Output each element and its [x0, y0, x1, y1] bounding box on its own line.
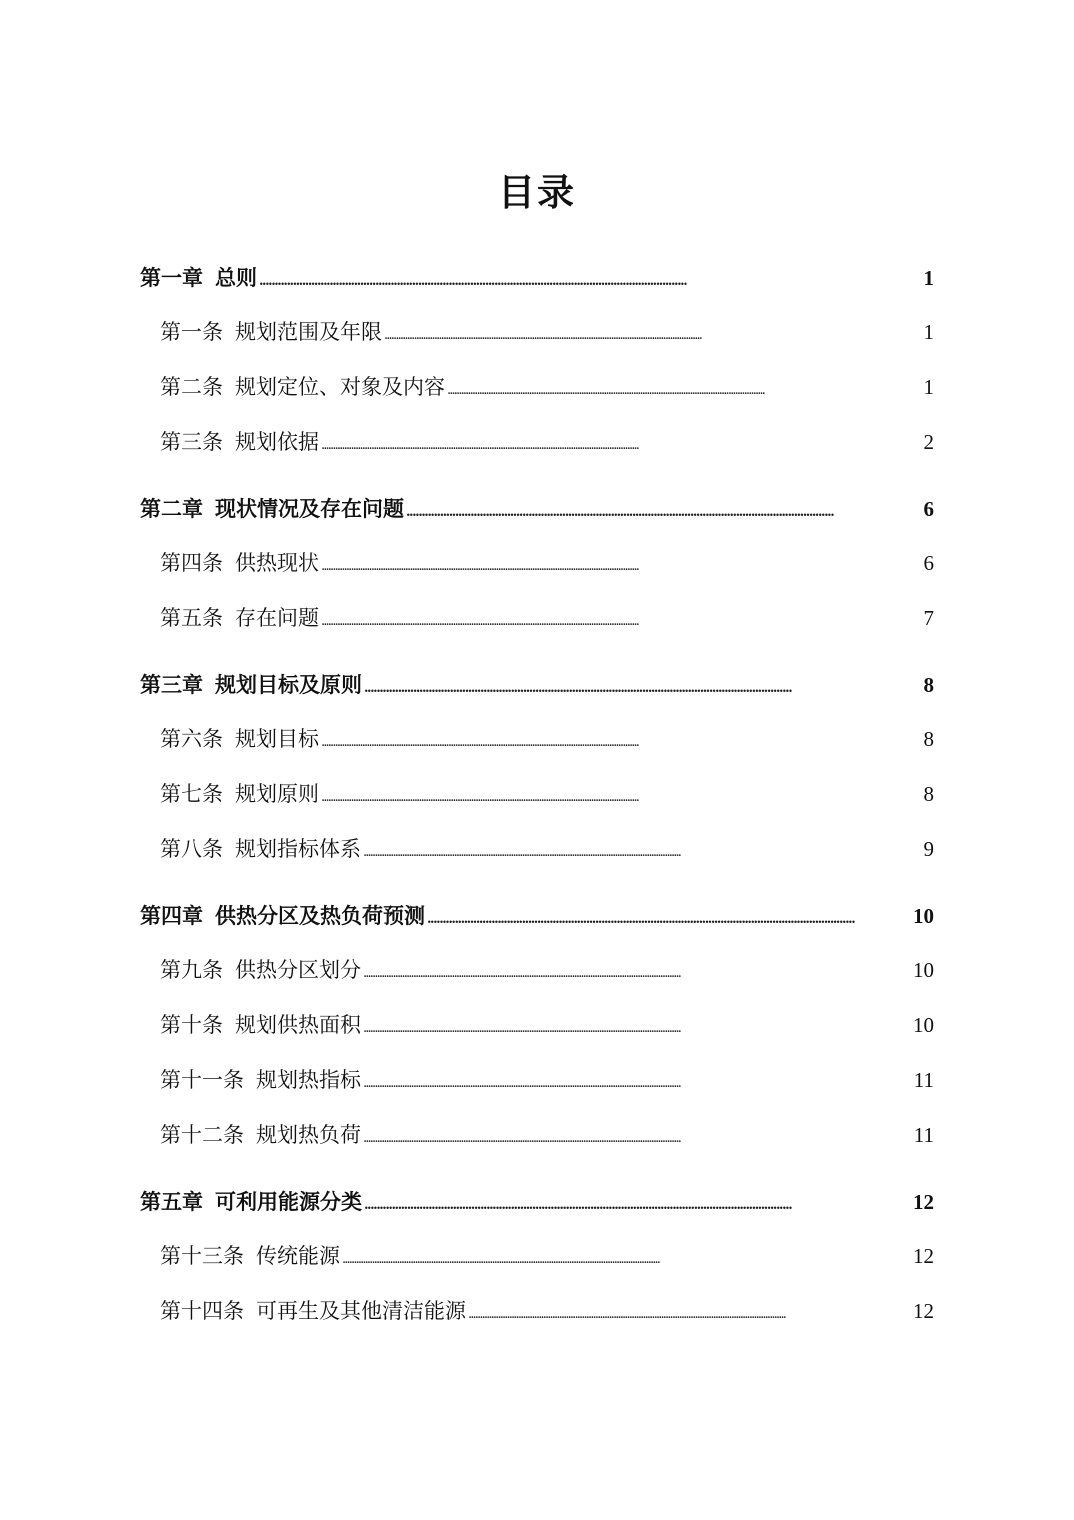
- page-number: 8: [923, 727, 934, 751]
- section-number: 第一条: [160, 320, 223, 344]
- page-number: 1: [923, 266, 934, 290]
- section-number: 第九条: [160, 958, 223, 982]
- section-title: 规划指标体系: [235, 837, 361, 861]
- section-number: 第十四条: [160, 1299, 244, 1323]
- dot-leader: [406, 481, 922, 536]
- chapter-number: 第五章: [140, 1189, 203, 1214]
- dot-leader: [363, 1053, 912, 1108]
- chapter-title: 供热分区及热负荷预测: [215, 903, 425, 928]
- toc-section-entry[interactable]: [140, 767, 934, 822]
- chapter-number: 第二章: [140, 496, 203, 521]
- toc-section-entry[interactable]: [140, 943, 934, 998]
- dot-leader: [363, 1108, 912, 1163]
- section-number: 第七条: [160, 782, 223, 806]
- section-title: 存在问题: [235, 606, 319, 630]
- page-number: 6: [923, 551, 934, 575]
- toc-chapter-entry[interactable]: [140, 250, 934, 305]
- section-title: 规划依据: [235, 430, 319, 454]
- page-number: 11: [913, 1068, 934, 1092]
- page-number: 6: [923, 497, 934, 521]
- toc-section-entry[interactable]: [140, 712, 934, 767]
- dot-leader: [364, 1174, 911, 1229]
- section-title: 规划目标: [235, 727, 319, 751]
- toc-section-entry[interactable]: [140, 998, 934, 1053]
- page-number: 1: [923, 375, 934, 399]
- page-number: 12: [913, 1244, 934, 1268]
- dot-leader: [427, 888, 911, 943]
- toc-chapter-entry[interactable]: [140, 888, 934, 943]
- toc-chapter-entry[interactable]: [140, 1174, 934, 1229]
- chapter-title: 总则: [215, 265, 257, 290]
- page-number: 8: [923, 673, 934, 697]
- page-number: 12: [913, 1190, 934, 1214]
- toc-section-entry[interactable]: [140, 822, 934, 877]
- page-number: 1: [923, 320, 934, 344]
- section-title: 可再生及其他清洁能源: [256, 1299, 466, 1323]
- section-title: 规划供热面积: [235, 1013, 361, 1037]
- chapter-number: 第一章: [140, 265, 203, 290]
- toc-chapter-entry[interactable]: [140, 657, 934, 712]
- toc-section-entry[interactable]: [140, 1284, 934, 1339]
- dot-leader: [342, 1229, 911, 1284]
- dot-leader: [363, 822, 922, 877]
- section-title: 规划热负荷: [256, 1123, 361, 1147]
- page-number: 2: [923, 430, 934, 454]
- chapter-title: 可利用能源分类: [215, 1189, 362, 1214]
- dot-leader: [363, 943, 911, 998]
- page-number: 8: [923, 782, 934, 806]
- section-number: 第八条: [160, 837, 223, 861]
- dot-leader: [363, 998, 911, 1053]
- toc-section-entry[interactable]: [140, 1229, 934, 1284]
- section-title: 规划定位、对象及内容: [235, 375, 445, 399]
- dot-leader: [321, 712, 922, 767]
- dot-leader: [321, 591, 922, 646]
- section-number: 第十三条: [160, 1244, 244, 1268]
- toc-section-entry[interactable]: [140, 360, 934, 415]
- toc-section-entry[interactable]: [140, 591, 934, 646]
- dot-leader: [384, 305, 922, 360]
- page-number: 11: [913, 1123, 934, 1147]
- table-of-contents: [140, 250, 934, 1339]
- dot-leader: [321, 415, 922, 470]
- page-number: 10: [913, 904, 934, 928]
- dot-leader: [364, 657, 922, 712]
- section-number: 第三条: [160, 430, 223, 454]
- section-title: 供热分区划分: [235, 958, 361, 982]
- toc-section-entry[interactable]: [140, 415, 934, 470]
- dot-leader: [321, 767, 922, 822]
- page-number: 10: [913, 1013, 934, 1037]
- page-number: 12: [913, 1299, 934, 1323]
- dot-leader: [321, 536, 922, 591]
- toc-chapter-entry[interactable]: [140, 481, 934, 536]
- section-number: 第十条: [160, 1013, 223, 1037]
- section-number: 第十二条: [160, 1123, 244, 1147]
- section-title: 规划热指标: [256, 1068, 361, 1092]
- dot-leader: [259, 250, 922, 305]
- section-number: 第五条: [160, 606, 223, 630]
- chapter-number: 第四章: [140, 903, 203, 928]
- toc-section-entry[interactable]: [140, 305, 934, 360]
- chapter-title: 规划目标及原则: [215, 672, 362, 697]
- section-title: 传统能源: [256, 1244, 340, 1268]
- chapter-number: 第三章: [140, 672, 203, 697]
- section-title: 规划原则: [235, 782, 319, 806]
- section-number: 第六条: [160, 727, 223, 751]
- section-number: 第四条: [160, 551, 223, 575]
- toc-section-entry[interactable]: [140, 536, 934, 591]
- section-number: 第二条: [160, 375, 223, 399]
- page-title: 目录: [498, 170, 576, 214]
- chapter-title: 现状情况及存在问题: [215, 496, 404, 521]
- section-title: 供热现状: [235, 551, 319, 575]
- toc-section-entry[interactable]: [140, 1053, 934, 1108]
- toc-section-entry[interactable]: [140, 1108, 934, 1163]
- page-number: 9: [923, 837, 934, 861]
- page-number: 7: [923, 606, 934, 630]
- page-number: 10: [913, 958, 934, 982]
- dot-leader: [468, 1284, 911, 1339]
- dot-leader: [447, 360, 922, 415]
- section-number: 第十一条: [160, 1068, 244, 1092]
- section-title: 规划范围及年限: [235, 320, 382, 344]
